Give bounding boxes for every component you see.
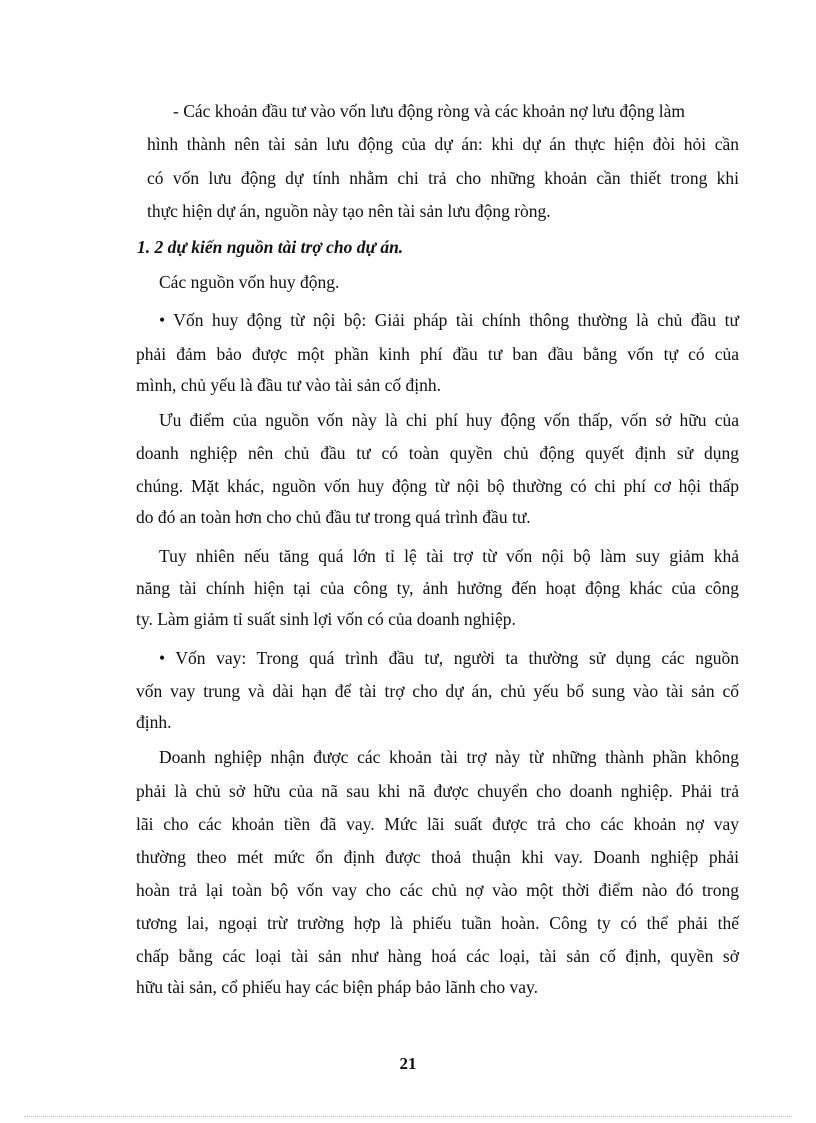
text-line: tương lai, ngoại trừ trường hợp là phiếu tuần hoàn. Công ty có thể phải thế [136, 913, 739, 933]
text-line: vốn vay trung và dài hạn để tài trợ cho dự án, chủ yếu bổ sung vào tài sản cố [136, 681, 739, 701]
text-line: có vốn lưu động dự tính nhằm chi trả cho những khoản cần thiết trong khi [147, 168, 739, 188]
text-line: phải là chủ sở hữu của nã sau khi nã được chuyển cho doanh nghiệp. Phải trả [136, 781, 739, 801]
text-line: hình thành nên tài sản lưu động của dự án: khi dự án thực hiện đòi hỏi cần [147, 134, 739, 154]
text-line: Doanh nghiệp nhận được các khoản tài trợ này từ những thành phần không [159, 747, 739, 767]
text-line: chấp bằng các loại tài sản như hàng hoá các loại, tài sản cố định, quyền sở [136, 946, 739, 966]
bullet-line: • Vốn huy động từ nội bộ: Giải pháp tài chính thông thường là chủ đầu tư [159, 310, 739, 330]
text-line: thực hiện dự án, nguồn này tạo nên tài sản lưu động ròng. [147, 201, 551, 221]
text-line: - Các khoản đầu tư vào vốn lưu động ròng và các khoản nợ lưu động làm [173, 101, 686, 121]
text-line: hữu tài sản, cổ phiếu hay các biện pháp bảo lãnh cho vay. [136, 977, 538, 997]
bullet-line: • Vốn vay: Trong quá trình đầu tư, người ta thường sử dụng các nguồn [159, 648, 739, 668]
page-number: 21 [399, 1054, 417, 1073]
section-heading: 1. 2 dự kiến nguồn tài trợ cho dự án. [137, 237, 404, 257]
text-line: phải đảm bảo được một phần kinh phí đầu tư ban đầu bằng vốn tự có của [136, 344, 739, 364]
page-bottom-divider [24, 1116, 792, 1117]
text-line: do đó an toàn hơn cho chủ đầu tư trong quá trình đầu tư. [136, 507, 531, 527]
text-line: Các nguồn vốn huy động. [159, 272, 340, 292]
text-line: chúng. Mặt khác, nguồn vốn huy động từ nội bộ thường có chi phí cơ hội thấp [136, 476, 739, 496]
text-line: mình, chủ yếu là đầu tư vào tài sản cố định. [136, 375, 441, 395]
text-line: hoàn trả lại toàn bộ vốn vay cho các chủ nợ vào một thời điểm nào đó trong [136, 880, 739, 900]
text-line: Ưu điểm của nguồn vốn này là chi phí huy động vốn thấp, vốn sở hữu của [159, 410, 739, 430]
text-line: Tuy nhiên nếu tăng quá lớn tỉ lệ tài trợ từ vốn nội bộ làm suy giảm khả [159, 546, 739, 566]
text-line: định. [136, 712, 172, 732]
text-line: thường theo mét mức ổn định được thoả thuận khi vay. Doanh nghiệp phải [136, 847, 739, 867]
text-line: doanh nghiệp nên chủ đầu tư có toàn quyền chủ động quyết định sử dụng [136, 443, 739, 463]
text-line: ty. Làm giảm tỉ suất sinh lợi vốn có của doanh nghiệp. [136, 609, 516, 629]
text-line: năng tài chính hiện tại của công ty, ảnh hưởng đến hoạt động khác của công [136, 578, 739, 598]
text-line: lãi cho các khoản tiền đã vay. Mức lãi suất được trả cho các khoản nợ vay [136, 814, 739, 834]
